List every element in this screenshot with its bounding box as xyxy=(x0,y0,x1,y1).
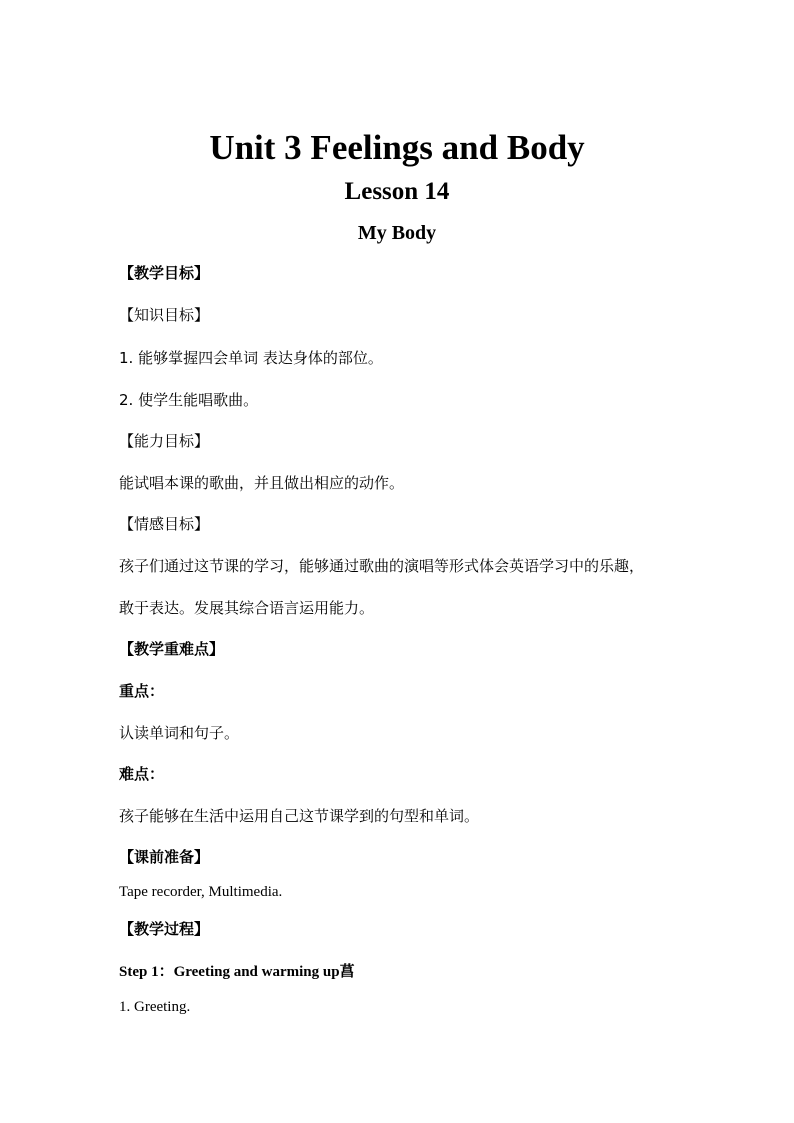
heading-knowledge-objectives: 【知识目标】 xyxy=(119,306,210,324)
step-1-item-1: 1. Greeting. xyxy=(119,999,191,1015)
heading-teaching-process: 【教学过程】 xyxy=(119,920,210,938)
difficult-point-label: 难点： xyxy=(119,765,165,783)
lesson-subtitle: My Body xyxy=(357,222,437,244)
knowledge-item-2: 2. 使学生能唱歌曲。 xyxy=(119,391,259,409)
heading-teaching-objectives: 【教学目标】 xyxy=(119,264,210,282)
unit-title: Unit 3 Feelings and Body xyxy=(209,128,585,167)
emotion-text-line-2: 敢于表达。发展其综合语言运用能力。 xyxy=(119,599,375,617)
heading-key-difficult-points: 【教学重难点】 xyxy=(119,640,225,658)
preparation-text: Tape recorder, Multimedia. xyxy=(119,884,283,900)
ability-text: 能试唱本课的歌曲，并且做出相应的动作。 xyxy=(119,474,405,492)
heading-ability-objectives: 【能力目标】 xyxy=(119,432,210,450)
lesson-title: Lesson 14 xyxy=(344,178,450,205)
knowledge-item-1: 1. 能够掌握四会单词 表达身体的部位。 xyxy=(119,349,383,367)
step-1-heading: Step 1：Greeting and warming up菖 xyxy=(119,964,355,980)
emotion-text-line-1: 孩子们通过这节课的学习，能够通过歌曲的演唱等形式体会英语学习中的乐趣， xyxy=(119,557,645,575)
heading-preparation: 【课前准备】 xyxy=(119,848,210,866)
key-point-text: 认读单词和句子。 xyxy=(119,724,240,742)
heading-emotion-objectives: 【情感目标】 xyxy=(119,515,210,533)
key-point-label: 重点： xyxy=(119,682,165,700)
difficult-point-text: 孩子能够在生活中运用自己这节课学到的句型和单词。 xyxy=(119,807,480,825)
